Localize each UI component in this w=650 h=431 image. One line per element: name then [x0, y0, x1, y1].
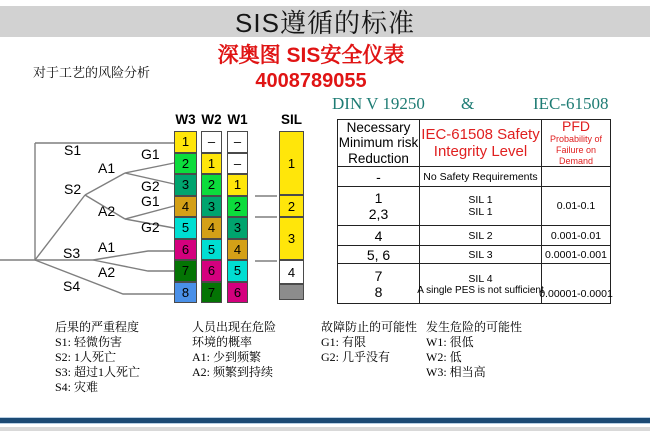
table-subcell: SIL 4 [468, 272, 493, 285]
risk-cell: 6 [201, 260, 222, 282]
pfd-title: PFD [562, 117, 590, 134]
bottom-gray-strip [0, 427, 650, 431]
branch-label-g1-lower: G1 [141, 193, 160, 209]
risk-column-w2 [201, 110, 222, 303]
risk-cell: 4 [227, 239, 248, 261]
branch-label-g2-lower: G2 [141, 219, 160, 235]
bottom-divider-light-bottom [0, 423, 650, 424]
table-cell [420, 187, 542, 226]
risk-cell: – [227, 131, 248, 153]
sil-cell: 3 [279, 217, 304, 260]
legend-line: S2: 1人死亡 [55, 350, 117, 364]
risk-cell: 1 [174, 131, 197, 153]
table-subcell: 7 [374, 268, 383, 284]
table-cell: 5, 6 [338, 246, 420, 264]
table-cell [417, 264, 544, 304]
legend-severity [55, 320, 140, 395]
branch-label-s4: S4 [63, 278, 81, 294]
table-subcell: A single PES is not sufficient [417, 284, 544, 296]
branch-label-a2-lower: A2 [98, 264, 116, 280]
table-subcell: 1 [374, 190, 383, 206]
risk-cell: 4 [201, 217, 222, 239]
legend-line: 后果的严重程度 [55, 320, 140, 334]
branch-label-g1-upper: G1 [141, 146, 160, 162]
table-cell: 0.0001-0.001 [542, 246, 611, 264]
risk-cell: 2 [227, 196, 248, 218]
risk-cell: 3 [227, 217, 248, 239]
column-cells [227, 131, 248, 303]
title-bar [0, 6, 650, 37]
risk-cell: 3 [174, 174, 197, 196]
table-cell: 0.01-0.1 [542, 187, 611, 226]
risk-cell: 2 [174, 153, 197, 175]
table-cell: 0.00001-0.0001 [542, 264, 611, 304]
table-header-reduction: Necessary Minimum risk Reduction [338, 120, 419, 166]
legend-line: 故障防止的可能性 [321, 320, 418, 334]
legend-line: 人员出现在危险 [192, 320, 277, 334]
column-header-w1: W1 [227, 112, 248, 127]
sil-requirements-table [337, 119, 611, 304]
risk-cell: 5 [227, 260, 248, 282]
legend-line: W1: 很低 [426, 335, 474, 349]
legend-line: A2: 频繁到持续 [192, 365, 274, 379]
risk-cell: 2 [201, 174, 222, 196]
risk-cell: 7 [174, 260, 197, 282]
table-subcell: 2,3 [368, 206, 389, 222]
table-cell: SIL 3 [420, 246, 542, 264]
legend-demand-rate [426, 320, 522, 380]
table-subcell: SIL 1 [468, 206, 493, 218]
risk-cell: 1 [201, 153, 222, 175]
legend-line: S1: 轻微伤害 [55, 335, 123, 349]
table-cell [542, 167, 611, 187]
sil-cells [279, 131, 304, 300]
risk-cell: 5 [201, 239, 222, 261]
table-subcell: 8 [374, 284, 383, 300]
table-cell: 4 [338, 226, 420, 246]
table-header-sil: IEC-61508 Safety Integrity Level [420, 120, 542, 167]
risk-cell: 4 [174, 196, 197, 218]
branch-label-a1-upper: A1 [98, 160, 116, 176]
page-title: SIS遵循的标准 [235, 8, 415, 38]
sil-cell: 2 [279, 195, 304, 217]
contact-name: 深奥图 SIS安全仪表 [217, 44, 405, 67]
table-subcell: SIL 1 [468, 194, 493, 206]
risk-cell: 7 [201, 282, 222, 304]
table-cell [338, 264, 420, 304]
contact-phone: 4008789055 [255, 70, 367, 92]
legend-line: G1: 有限 [321, 335, 367, 349]
legend-line: A1: 少到频繁 [192, 350, 262, 364]
risk-cell: 6 [174, 239, 197, 261]
branch-label-s1: S1 [64, 142, 82, 158]
branch-label-a1-lower: A1 [98, 239, 116, 255]
standard-din-label: DIN V 19250 [332, 94, 425, 113]
standard-iec-label: IEC-61508 [533, 94, 609, 113]
risk-cell: 3 [201, 196, 222, 218]
column-header-w2: W2 [201, 112, 222, 127]
legend-line: G2: 几乎没有 [321, 350, 391, 364]
table-cell: SIL 2 [420, 226, 542, 246]
risk-cell: – [227, 153, 248, 175]
sil-column [279, 110, 304, 300]
branch-label-g2-upper: G2 [141, 178, 160, 194]
legend-line: S4: 灾难 [55, 380, 99, 394]
column-header-w3: W3 [175, 112, 196, 127]
branch-label-s3: S3 [63, 245, 81, 261]
table-cell [338, 187, 420, 226]
legend-line: S3: 超过1人死亡 [55, 365, 141, 379]
table-header-pfd [542, 117, 611, 167]
risk-cell: 1 [227, 174, 248, 196]
legend-line: 发生危险的可能性 [426, 320, 523, 334]
sil-cell [279, 284, 304, 300]
table-cell: No Safety Requirements [420, 167, 542, 187]
risk-analysis-label: 对于工艺的风险分析 [33, 65, 151, 80]
sil-cell: 1 [279, 131, 304, 195]
risk-column-w1 [227, 110, 248, 303]
branch-label-s2: S2 [64, 181, 82, 197]
table-cell: 0.001-0.01 [542, 226, 611, 246]
legend-avoidance [321, 320, 417, 365]
sil-cell: 4 [279, 260, 304, 284]
column-cells [174, 131, 197, 303]
column-cells [201, 131, 222, 303]
legend-line: W2: 低 [426, 350, 462, 364]
risk-cell: 5 [174, 217, 197, 239]
risk-cell: 6 [227, 282, 248, 304]
column-header-sil: SIL [280, 112, 302, 127]
risk-column-w3 [174, 110, 197, 303]
pfd-subtitle: Probability of Failure on Demand [549, 133, 603, 167]
risk-cell: – [201, 131, 222, 153]
legend-exposure [192, 320, 276, 380]
legend-line: 环境的概率 [192, 335, 253, 349]
table-cell: - [338, 167, 420, 187]
risk-cell: 8 [174, 282, 197, 304]
branch-label-a2-upper: A2 [98, 203, 116, 219]
legend-line: W3: 相当高 [426, 365, 486, 379]
standards-ampersand: & [461, 94, 475, 113]
